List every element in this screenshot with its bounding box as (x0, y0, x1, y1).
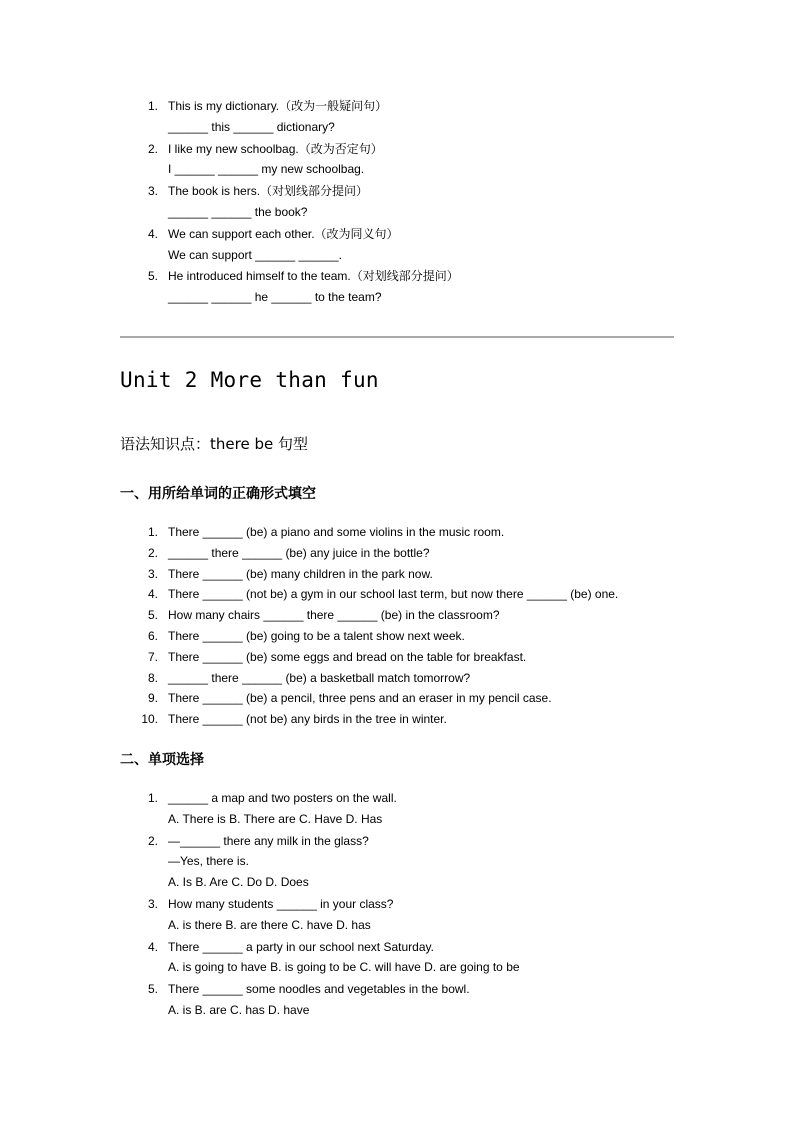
item-number: 3. (147, 184, 158, 199)
question-text: How many students ______ in your class? (168, 896, 394, 911)
item-answer-line: ______ this ______ dictionary? (168, 119, 335, 134)
list-item (0, 979, 520, 1021)
question-text: There ______ a party in our school next Saturday. (168, 939, 434, 954)
item-number: 3. (147, 566, 158, 581)
grammar-heading: 语法知识点：there be 句型 (120, 435, 308, 453)
list-item (0, 605, 618, 626)
item-number: 7. (147, 649, 158, 664)
item-text: There ______ (not be) any birds in the tree in winter. (168, 712, 447, 727)
list-item (0, 543, 618, 564)
section-1-heading: 一、用所给单词的正确形式填空 (120, 486, 316, 502)
item-answer-line: I ______ ______ my new schoolbag. (168, 162, 365, 177)
item-text: There ______ (be) going to be a talent show next week. (168, 628, 465, 643)
item-number: 5. (147, 269, 158, 284)
item-number: 4. (147, 226, 158, 241)
list-item (0, 522, 618, 543)
item-prompt: We can support each other.（改为同义句） (168, 226, 399, 241)
question-text: —______ there any milk in the glass? (168, 833, 369, 848)
item-number: 5. (147, 608, 158, 623)
item-answer-line: We can support ______ ______. (168, 247, 342, 262)
list-item (0, 584, 618, 605)
list-item (0, 96, 459, 138)
multiple-choice-list (0, 788, 520, 1022)
item-text: There ______ (be) some eggs and bread on the table for breakfast. (168, 649, 527, 664)
list-item (0, 139, 459, 181)
item-number: 1. (147, 525, 158, 539)
item-number: 10. (141, 712, 158, 727)
item-text: How many chairs ______ there ______ (be) in the classroom? (168, 608, 500, 623)
item-number: 4. (147, 939, 158, 954)
list-item (0, 266, 459, 308)
item-answer-line: ______ ______ the book? (168, 204, 308, 219)
item-prompt: I like my new schoolbag.（改为否定句） (168, 141, 383, 156)
item-number: 1. (147, 99, 158, 113)
item-number: 5. (147, 982, 158, 997)
item-number: 6. (147, 628, 158, 643)
list-item (0, 564, 618, 585)
list-item (0, 709, 618, 730)
item-number: 3. (147, 896, 158, 911)
item-number: 2. (147, 141, 158, 156)
list-item (0, 224, 459, 266)
list-item (0, 647, 618, 668)
item-number: 2. (147, 545, 158, 560)
question-text: ______ a map and two posters on the wall. (168, 791, 397, 805)
list-item (0, 626, 618, 647)
item-prompt: He introduced himself to the team.（对划线部分提问） (168, 269, 459, 284)
item-number: 1. (147, 791, 158, 805)
item-text: ______ there ______ (be) any juice in the bottle? (168, 545, 430, 560)
unit-title: Unit 2 More than fun (120, 368, 379, 392)
question-text: There ______ some noodles and vegetables in the bowl. (168, 982, 470, 997)
item-text: There ______ (not be) a gym in our school last term, but now there ______ (be) one. (168, 587, 619, 602)
list-item (0, 788, 520, 830)
sentence-transformation-list (0, 96, 459, 309)
section-2-heading: 二、单项选择 (120, 752, 204, 768)
answer-options: A. There is B. There are C. Have D. Has (168, 811, 383, 826)
question-response: —Yes, there is. (168, 854, 249, 869)
list-item (0, 668, 618, 689)
list-item (0, 937, 520, 979)
item-answer-line: ______ ______ he ______ to the team? (168, 290, 382, 305)
item-number: 4. (147, 587, 158, 602)
item-prompt: The book is hers.（对划线部分提问） (168, 184, 369, 199)
fill-in-blank-list (0, 522, 618, 730)
item-text: There ______ (be) a piano and some violins in the music room. (168, 525, 505, 539)
item-text: ______ there ______ (be) a basketball match tomorrow? (168, 670, 471, 685)
answer-options: A. is B. are C. has D. have (168, 1002, 310, 1017)
item-number: 2. (147, 833, 158, 848)
item-number: 9. (147, 691, 158, 706)
section-divider (120, 336, 674, 338)
list-item (0, 688, 618, 709)
list-item (0, 831, 520, 893)
item-prompt: This is my dictionary.（改为一般疑问句） (168, 99, 388, 113)
answer-options: A. is there B. are there C. have D. has (168, 917, 371, 932)
list-item (0, 181, 459, 223)
answer-options: A. Is B. Are C. Do D. Does (168, 875, 309, 890)
item-text: There ______ (be) many children in the park now. (168, 566, 433, 581)
answer-options: A. is going to have B. is going to be C. will have D. are going to be (168, 960, 520, 975)
item-number: 8. (147, 670, 158, 685)
item-text: There ______ (be) a pencil, three pens and an eraser in my pencil case. (168, 691, 552, 706)
list-item (0, 894, 520, 936)
